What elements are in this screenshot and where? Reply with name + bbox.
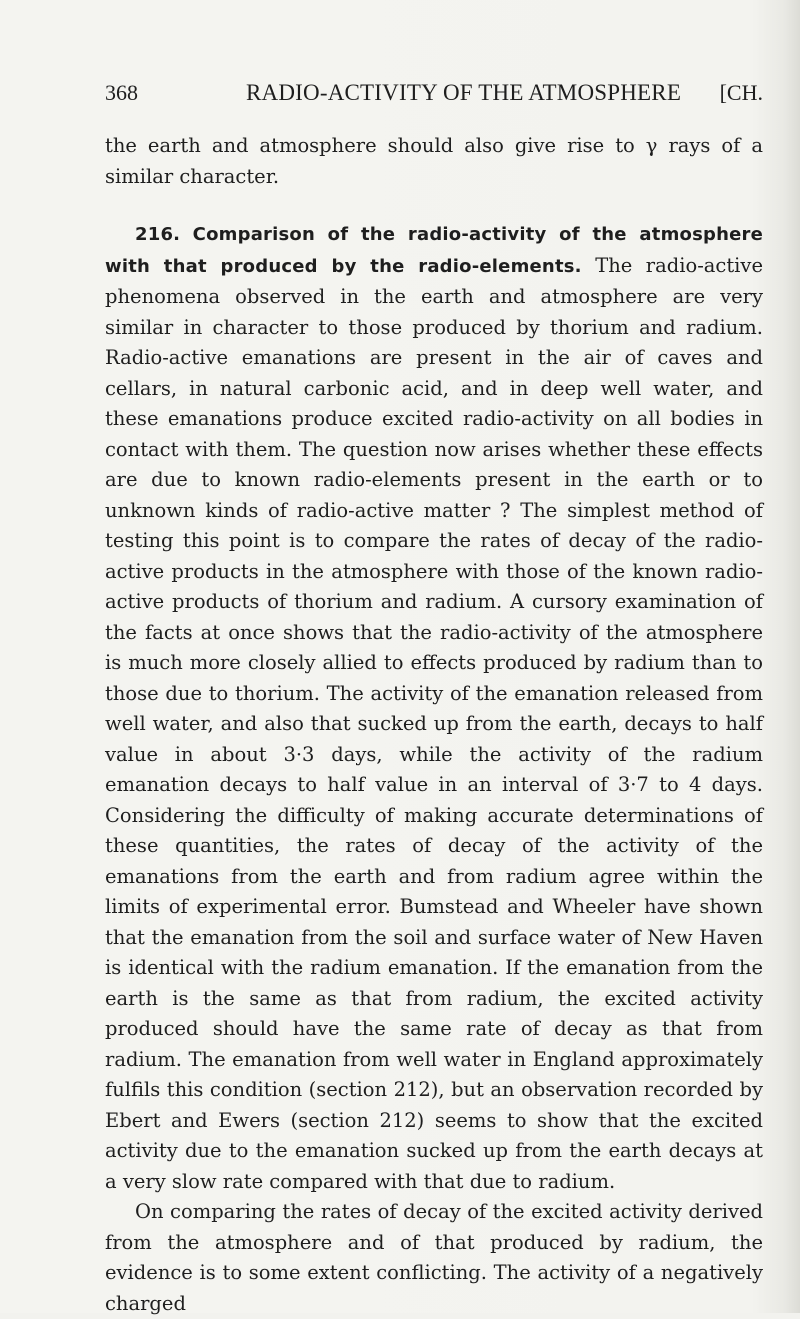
section-heading: Comparison of the radio-activity of the atmosphere with that produced by the radio-elements. — [105, 224, 763, 277]
section-number: 216. — [135, 224, 181, 245]
running-title: RADIO-ACTIVITY OF THE ATMOSPHERE — [246, 80, 682, 105]
paragraph-continuation: the earth and atmosphere should also give rise to γ rays of a similar character. — [105, 134, 763, 188]
page-number: 368 — [105, 80, 138, 105]
section-216-body: The radio-active phenomena observed in the earth and atmosphere are very similar in character to those produced by thorium and radium. Radio-active emanations are present in the air of caves and cellars, in natural carbonic acid, and in deep well water, and these emanations produce excited radio-activity on all bodies in contact with them. The question now arises whether these effects are due to known radio-elements present in the earth or to unknown kinds of radio-active matter ? The simplest method of testing this point is to compare the rates of decay of the radio-active products in the atmosphere with those of the known radio-active products of thorium and radium. A cursory examination of the facts at once shows that the radio-activity of the atmosphere is much more closely allied to effects produced by radium than to those due to thorium. The activity of the emanation released from well water, and also that sucked up from the earth, decays to half value in about 3·3 days, while the activity of the radium emanation decays to half value in an interval of 3·7 to 4 days. Considering the difficulty of making accurate determinations of these quantities, the rates of decay of the activity of the emanations from the earth and from radium agree within the limits of experimental error. Bumstead and Wheeler have shown that the emanation from the soil and surface water of New Haven is identical with the radium emanation. If the emanation from the earth is the same as that from radium, the excited activity produced should have the same rate of decay as that from radium. The emanation from well water in England approximately fulfils this condition (section 212), but an observation recorded by Ebert and Ewers (section 212) seems to show that the excited activity due to the emanation sucked up from the earth decays at a very slow rate compared with that due to radium. — [105, 253, 763, 1193]
body-text — [105, 131, 763, 1319]
page-header — [105, 80, 763, 106]
section-216-paragraph — [105, 219, 763, 1197]
chapter-mark: [CH. — [719, 80, 763, 105]
paragraph-decay-comparison: On comparing the rates of decay of the excited activity derived from the atmosphere and of that produced by radium, the evidence is to some extent conflicting. The activity of a negatively charged — [105, 1200, 763, 1315]
paragraph-gap — [105, 192, 763, 219]
